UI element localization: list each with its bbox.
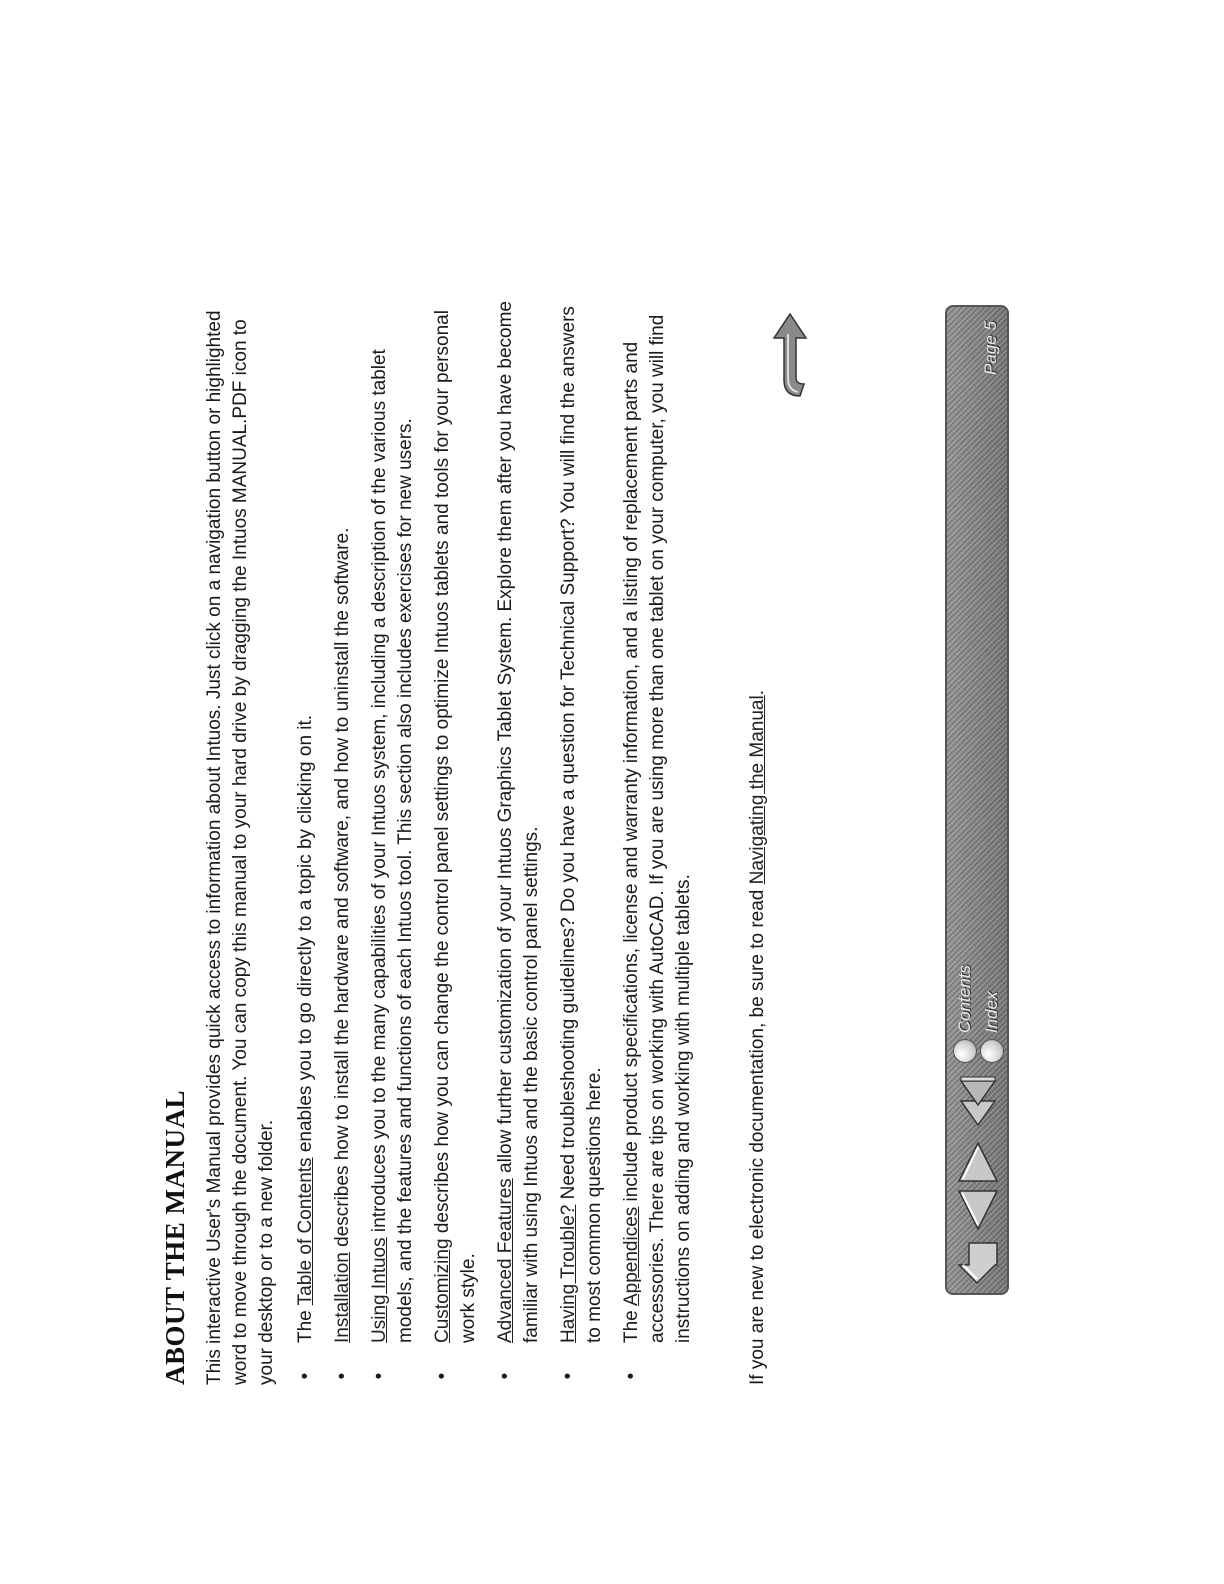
link-advanced-features[interactable]: Advanced Features xyxy=(495,1178,516,1343)
bullet: • xyxy=(621,1372,642,1380)
contents-label: Contents xyxy=(955,964,974,1033)
triangle-up-icon[interactable] xyxy=(955,1187,1001,1233)
closing-paragraph: If you are new to electronic documentation, be sure to read Navigating the Manual. xyxy=(747,690,768,1385)
page-number: Page 5 xyxy=(981,321,1000,375)
bullet: • xyxy=(295,1372,316,1380)
list-item: • The Table of Contents enables you to go directly to a topic by clicking on it. xyxy=(293,295,319,1385)
intro-paragraph: This interactive User's Manual provides quick access to information about Intuos. Just click on a navigation button or highlighted word to move through the document. You can copy this manual to your hard drive by dragging the Intuos MANUAL.PDF icon to your desktop or to a new folder. xyxy=(204,310,277,1385)
index-button[interactable] xyxy=(979,991,1005,1063)
page-title: ABOUT THE MANUAL xyxy=(160,1089,190,1385)
link-navigating-the-manual[interactable]: Navigating the Manual xyxy=(747,695,768,885)
link-having-trouble[interactable]: Having Trouble? xyxy=(558,1204,579,1343)
list-item: • Using Intuos introduces you to the many capabilities of your Intuos system, including a description of the various tablet models, and the features and functions of each Intuos tool. This section also includes exercises for new users. xyxy=(367,295,419,1385)
link-table-of-contents[interactable]: Table of Contents xyxy=(295,1157,316,1306)
section-list xyxy=(293,295,708,1385)
list-item: • Advanced Features allow further customization of your Intuos Graphics Tablet System. Explore them after you have become familiar with using Intuos and the basic control panel settings. xyxy=(493,295,545,1385)
home-arrow-icon[interactable] xyxy=(953,1239,1003,1287)
back-arrow-icon[interactable] xyxy=(955,1075,1001,1127)
navigation-bar xyxy=(945,305,1009,1295)
circle-icon xyxy=(953,1039,977,1063)
index-label: Index xyxy=(982,991,1001,1033)
bullet: • xyxy=(332,1372,353,1380)
triangle-down-icon[interactable] xyxy=(955,1139,1001,1185)
link-customizing[interactable]: Customizing xyxy=(432,1238,453,1343)
link-installation[interactable]: Installation xyxy=(332,1252,353,1343)
link-appendices[interactable]: Appendices xyxy=(621,1206,642,1307)
list-item: • Installation describes how to install the hardware and software, and how to uninstall the software. xyxy=(330,295,356,1385)
curved-arrow-icon[interactable] xyxy=(770,310,810,400)
manual-page xyxy=(160,300,1040,1385)
bullet: • xyxy=(369,1372,390,1380)
list-item: • The Appendices include product specifications, license and warranty information, and a listing of replacement parts and accessories. There are tips on working with AutoCAD. If you are using more than one tablet on your computer, you will find instructions on adding and working with multiple tablets. xyxy=(619,295,697,1385)
list-item: • Customizing describes how you can change the control panel settings to optimize Intuos tablets and tools for your personal work style. xyxy=(430,295,482,1385)
bullet: • xyxy=(432,1372,453,1380)
circle-icon xyxy=(980,1039,1004,1063)
bullet: • xyxy=(558,1372,579,1380)
bullet: • xyxy=(495,1372,516,1380)
contents-button[interactable] xyxy=(952,965,978,1063)
list-item: • Having Trouble? Need troubleshooting guidelines? Do you have a question for Technical Support? You will find the answers to most common questions here. xyxy=(556,295,608,1385)
link-using-intuos[interactable]: Using Intuos xyxy=(369,1237,390,1343)
